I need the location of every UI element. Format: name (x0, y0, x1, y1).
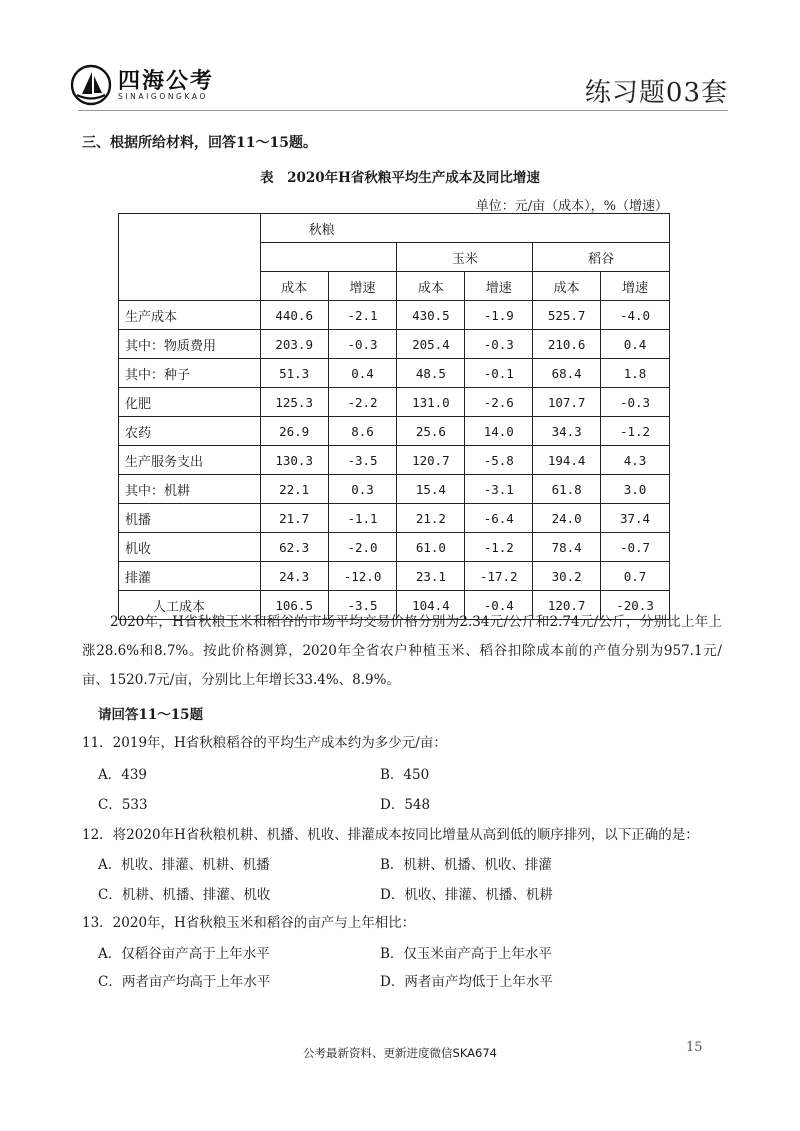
col-header: 增速 (328, 272, 397, 301)
col-header: 成本 (533, 272, 601, 301)
cell-value: 61.0 (397, 533, 465, 562)
cell-value: 61.8 (533, 475, 601, 504)
subheader-blank (260, 243, 397, 272)
question-stem: 12．将2020年H省秋粮机耕、机播、机收、排灌成本按同比增量从高到低的顺序排列，以下正确的是： (82, 827, 699, 843)
cell-value: 4.3 (601, 446, 670, 475)
cell-value: 0.4 (328, 359, 397, 388)
answer-option[interactable]: A．439 (98, 767, 148, 783)
brand-pinyin: SINAIGONGKAO (118, 92, 208, 101)
cell-value: 106.5 (260, 591, 328, 620)
cell-value: 3.0 (601, 475, 670, 504)
row-label: 人工成本 (119, 591, 261, 620)
table-row (119, 562, 670, 591)
cell-value: -1.1 (328, 504, 397, 533)
header-divider (78, 110, 728, 111)
row-label: 化肥 (119, 388, 261, 417)
subgroup-header-rice: 稻谷 (533, 243, 670, 272)
group-header-qiuliang: 秋粮 (260, 214, 669, 243)
cell-value: 125.3 (260, 388, 328, 417)
cell-value: 21.2 (397, 504, 465, 533)
cell-value: 194.4 (533, 446, 601, 475)
cell-value: -1.2 (601, 417, 670, 446)
answer-option[interactable]: C．533 (98, 797, 148, 813)
cell-value: 0.7 (601, 562, 670, 591)
answer-option[interactable]: B．450 (380, 767, 430, 783)
col-header: 成本 (260, 272, 328, 301)
cell-value: -20.3 (601, 591, 670, 620)
cell-value: 78.4 (533, 533, 601, 562)
cell-value: 104.4 (397, 591, 465, 620)
answer-option[interactable]: C．机耕、机播、排灌、机收 (98, 887, 271, 903)
row-label: 生产成本 (119, 301, 261, 330)
cell-value: 48.5 (397, 359, 465, 388)
answer-option[interactable]: D．548 (380, 797, 431, 813)
cell-value: 0.4 (601, 330, 670, 359)
cell-value: -2.0 (328, 533, 397, 562)
cell-value: -6.4 (465, 504, 533, 533)
cell-value: 130.3 (260, 446, 328, 475)
row-label: 排灌 (119, 562, 261, 591)
table-unit: 单位：元/亩（成本），%（增速） (475, 199, 668, 214)
cell-value: -3.5 (328, 591, 397, 620)
question-stem: 13．2020年，H省秋粮玉米和稻谷的亩产与上年相比： (82, 915, 416, 931)
table-header-row (119, 214, 670, 243)
page-number: 15 (686, 1040, 703, 1055)
answer-option[interactable]: A．仅稻谷亩产高于上年水平 (98, 946, 270, 962)
cell-value: -17.2 (465, 562, 533, 591)
paragraph-text: 2020年，H省秋粮玉米和稻谷的市场平均交易价格分别为2.34元/公斤和2.74元/公斤，分别比上年上涨28.6%和8.7%。按此价格测算，2020年全省农户种植玉米、稻谷扣除成本前的产值分别为957.1元/亩、1520.7元/亩，分别比上年增长33.4%、8.9%。 (82, 614, 722, 688)
cost-table (118, 213, 670, 620)
cell-value: 440.6 (260, 301, 328, 330)
brand-logo (68, 60, 308, 110)
answer-option[interactable]: A．机收、排灌、机耕、机播 (98, 857, 270, 873)
row-label: 农药 (119, 417, 261, 446)
cell-value: 68.4 (533, 359, 601, 388)
brand-name: 四海公考 (118, 69, 215, 94)
cell-value: 203.9 (260, 330, 328, 359)
table-row (119, 388, 670, 417)
cell-value: -1.2 (465, 533, 533, 562)
cell-value: 131.0 (397, 388, 465, 417)
cell-value: -5.8 (465, 446, 533, 475)
exercise-set-label: 练习题03套 (584, 78, 728, 108)
questions-header: 请回答11～15题 (98, 707, 204, 723)
cell-value: -0.3 (328, 330, 397, 359)
table-row (119, 417, 670, 446)
cell-value: 34.3 (533, 417, 601, 446)
row-label: 其中：机耕 (119, 475, 261, 504)
cell-value: 25.6 (397, 417, 465, 446)
page-header (68, 60, 728, 116)
col-header: 成本 (397, 272, 465, 301)
cell-value: 14.0 (465, 417, 533, 446)
cell-value: 62.3 (260, 533, 328, 562)
cell-value: -2.1 (328, 301, 397, 330)
cell-value: -0.1 (465, 359, 533, 388)
cell-value: -12.0 (328, 562, 397, 591)
cell-value: 107.7 (533, 388, 601, 417)
cell-value: 23.1 (397, 562, 465, 591)
cell-value: -0.4 (465, 591, 533, 620)
subgroup-header-corn: 玉米 (397, 243, 533, 272)
section-title: 三、根据所给材料，回答11～15题。 (82, 135, 317, 151)
cell-value: 30.2 (533, 562, 601, 591)
table-row (119, 330, 670, 359)
cell-value: 120.7 (533, 591, 601, 620)
footer-note: 公考最新资料、更新进度微信SKA674 (303, 1046, 497, 1060)
cell-value: -0.3 (601, 388, 670, 417)
cell-value: 8.6 (328, 417, 397, 446)
cell-value: -2.2 (328, 388, 397, 417)
row-label: 其中：物质费用 (119, 330, 261, 359)
cell-value: 205.4 (397, 330, 465, 359)
table-row (119, 446, 670, 475)
sailboat-logo-icon (70, 64, 112, 106)
cell-value: 430.5 (397, 301, 465, 330)
cell-value: 1.8 (601, 359, 670, 388)
row-label: 其中：种子 (119, 359, 261, 388)
cell-value: 24.0 (533, 504, 601, 533)
cell-value: 26.9 (260, 417, 328, 446)
answer-option[interactable]: D．机收、排灌、机播、机耕 (380, 887, 553, 903)
cell-value: -3.5 (328, 446, 397, 475)
cell-value: 24.3 (260, 562, 328, 591)
col-header: 增速 (601, 272, 670, 301)
cell-value: -0.3 (465, 330, 533, 359)
cell-value: -3.1 (465, 475, 533, 504)
table-row (119, 533, 670, 562)
answer-option[interactable]: B．机耕、机播、机收、排灌 (380, 857, 552, 873)
answer-option[interactable]: C．两者亩产均高于上年水平 (98, 974, 271, 990)
cell-value: -0.7 (601, 533, 670, 562)
table-row (119, 475, 670, 504)
cell-value: 22.1 (260, 475, 328, 504)
cell-value: 51.3 (260, 359, 328, 388)
cell-value: 21.7 (260, 504, 328, 533)
cell-value: 37.4 (601, 504, 670, 533)
table-title: 表 2020年H省秋粮平均生产成本及同比增速 (260, 170, 540, 186)
header-corner-cell (119, 214, 261, 301)
cell-value: 525.7 (533, 301, 601, 330)
cell-value: 15.4 (397, 475, 465, 504)
table-row (119, 359, 670, 388)
cell-value: -2.6 (465, 388, 533, 417)
answer-option[interactable]: D．两者亩产均低于上年水平 (380, 974, 553, 990)
table-row (119, 504, 670, 533)
cell-value: 210.6 (533, 330, 601, 359)
table-row (119, 301, 670, 330)
question-stem: 11．2019年，H省秋粮稻谷的平均生产成本约为多少元/亩： (82, 735, 447, 751)
row-label: 机播 (119, 504, 261, 533)
row-label: 机收 (119, 533, 261, 562)
material-paragraph (82, 608, 722, 695)
row-label: 生产服务支出 (119, 446, 261, 475)
cell-value: -1.9 (465, 301, 533, 330)
cell-value: 0.3 (328, 475, 397, 504)
answer-option[interactable]: B．仅玉米亩产高于上年水平 (380, 946, 552, 962)
col-header: 增速 (465, 272, 533, 301)
cell-value: -4.0 (601, 301, 670, 330)
cell-value: 120.7 (397, 446, 465, 475)
